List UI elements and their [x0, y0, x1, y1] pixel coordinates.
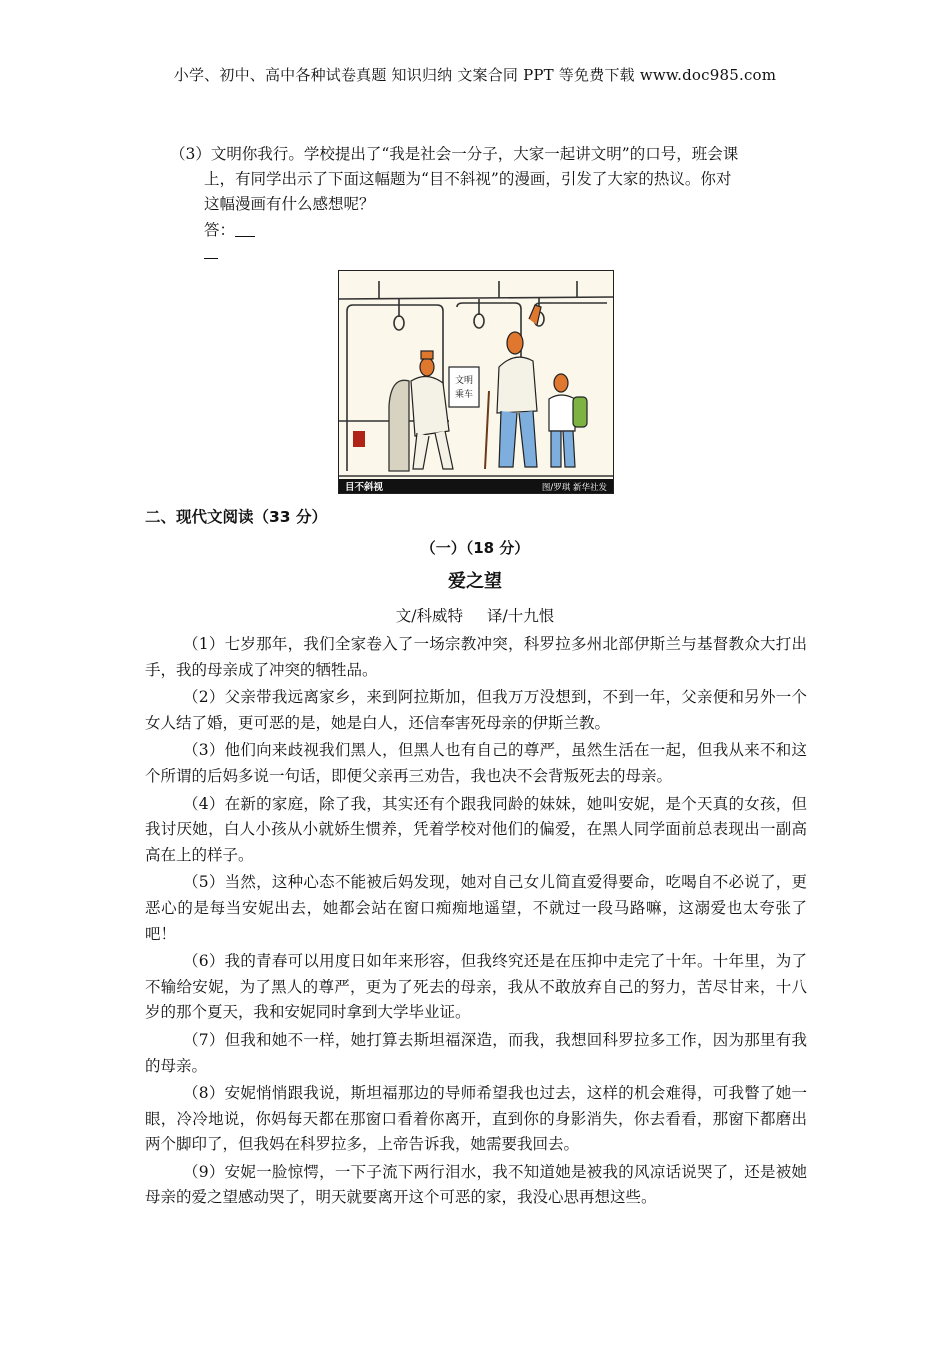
paragraph: （7）但我和她不一样，她打算去斯坦福深造，而我，我想回科罗拉多工作，因为那里有我的母亲。 [145, 1030, 807, 1075]
question-line-3: 这幅漫画有什么感想呢？ [204, 195, 375, 213]
article-body [145, 632, 807, 1213]
paragraph: （3）他们向来歧视我们黑人，但黑人也有自己的尊严，虽然生活在一起，但我从来不和这个所谓的后妈多说一句话，即便父亲再三劝告，我也决不会背叛死去的母亲。 [145, 741, 807, 785]
question-3 [170, 142, 810, 217]
part-heading: （一）（18 分） [420, 539, 530, 557]
question-line-1: 文明你我行。学校提出了“我是社会一分子，大家一起讲文明”的口号，班会课 [210, 145, 739, 163]
cartoon-image [338, 270, 614, 494]
translator: 译/十九恨 [487, 607, 555, 625]
paragraph: （8）安妮悄悄跟我说，斯坦福那边的导师希望我也过去，这样的机会难得，可我瞥了她一眼，冷冷地说，你妈每天都在那窗口看着你离开，直到你的身影消失，你去看看，那窗下都磨出两个脚印了，但我妈在科罗拉多，上帝告诉我，她需要我回去。 [145, 1084, 807, 1154]
paragraph: （1）七岁那年，我们全家卷入了一场宗教冲突，科罗拉多州北部伊斯兰与基督教众大打出手，我的母亲成了冲突的牺牲品。 [145, 635, 807, 679]
paragraph: （4）在新的家庭，除了我，其实还有个跟我同龄的妹妹，她叫安妮，是个天真的女孩，但我讨厌她，白人小孩从小就娇生惯养，凭着学校对他们的偏爱，在黑人同学面前总表现出一副高高在上的样子。 [145, 794, 807, 864]
sign-text-2: 乘车 [454, 390, 474, 400]
cartoon-caption-right: 图/罗琪 新华社发 [541, 483, 607, 493]
question-number: （3） [170, 145, 211, 163]
answer-label: 答： [204, 221, 236, 239]
question-line-2: 上，有同学出示了下面这幅题为“目不斜视”的漫画，引发了大家的热议。你对 [204, 170, 732, 188]
article-byline [0, 604, 950, 626]
article-title: 爱之望 [448, 571, 502, 592]
answer-line [204, 218, 255, 240]
section-heading: 二、现代文阅读（33 分） [145, 508, 327, 526]
answer-blank-2 [204, 246, 218, 259]
cartoon-caption-left: 目不斜视 [345, 482, 384, 493]
sign-text-1: 文明 [454, 376, 474, 386]
paragraph: （2）父亲带我远离家乡，来到阿拉斯加，但我万万没想到，不到一年，父亲便和另外一个女人结了婚，更可恶的是，她是白人，还信奉害死母亲的伊斯兰教。 [145, 688, 807, 732]
author: 文/科威特 [395, 607, 463, 625]
paragraph: （6）我的青春可以用度日如年来形容，但我终究还是在压抑中走完了十年。十年里，为了不输给安妮，为了黑人的尊严，更为了死去的母亲，我从不敢放弃自己的努力，苦尽甘来，十八岁的那个夏天，我和安妮同时拿到大学毕业证。 [145, 952, 807, 1022]
answer-blank [235, 220, 255, 237]
paragraph: （9）安妮一脸惊愕，一下子流下两行泪水，我不知道她是被我的风凉话说哭了，还是被她母亲的爱之望感动哭了，明天就要离开这个可恶的家，我没心思再想这些。 [145, 1162, 807, 1207]
paragraph: （5）当然，这种心态不能被后妈发现，她对自己女儿简直爱得要命，吃喝自不必说了，更恶心的是每当安妮出去，她都会站在窗口痴痴地遥望，不就过一段马路嘛，这溺爱也太夸张了吧！ [145, 873, 807, 943]
page-header: 小学、初中、高中各种试卷真题 知识归纳 文案合同 PPT 等免费下载 www.doc985.com [173, 66, 777, 84]
